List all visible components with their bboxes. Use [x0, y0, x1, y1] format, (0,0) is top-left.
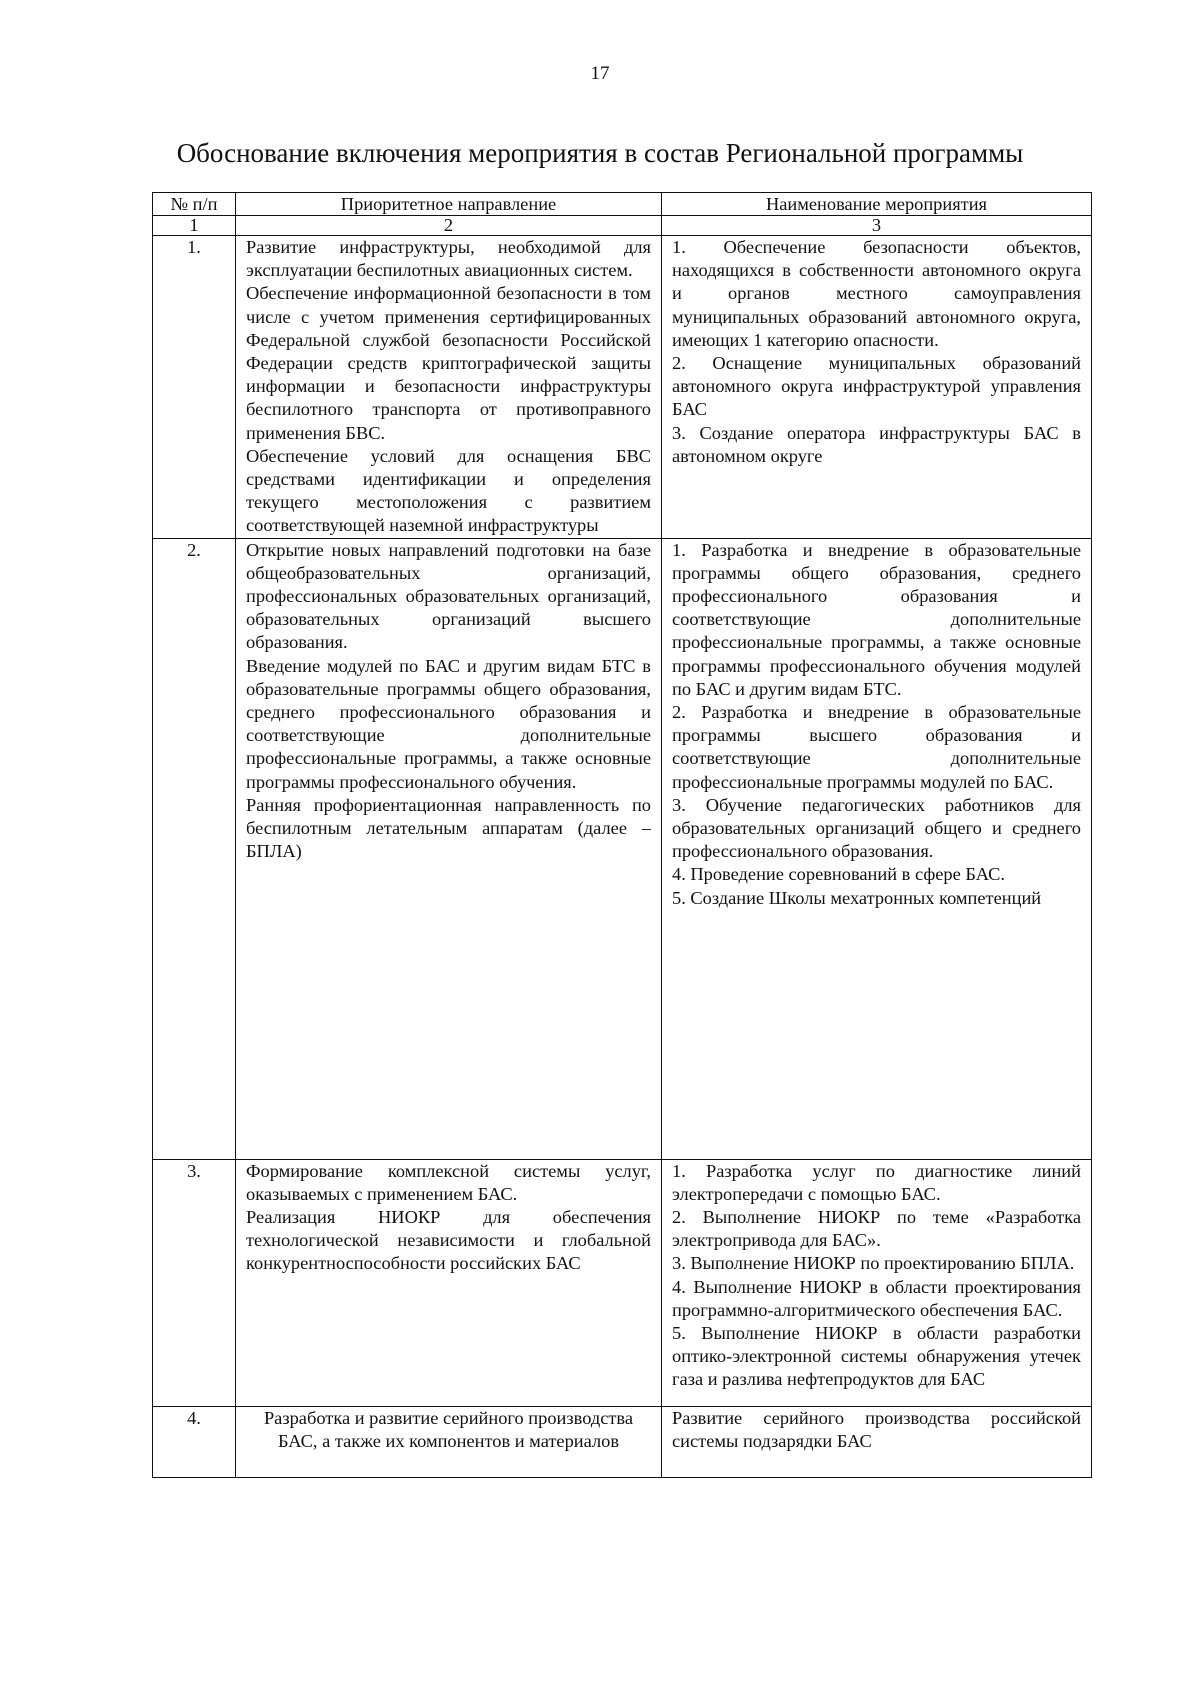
priority-direction-cell — [236, 236, 662, 539]
column-number-2: 2 — [236, 216, 662, 236]
activity-item: 2. Выполнение НИОКР по теме «Разработка электропривода для БАС». — [672, 1207, 1081, 1251]
header-priority-direction: Приоритетное направление — [236, 193, 662, 216]
activity-item: 1. Разработка услуг по диагностике линий электропередачи с помощью БАС. — [672, 1160, 1081, 1204]
column-number-row — [153, 216, 1092, 236]
page-number: 17 — [590, 63, 610, 84]
priority-direction-cell — [236, 538, 662, 1159]
direction-paragraph: Формирование комплексной системы услуг, оказываемых с применением БАС. — [246, 1160, 651, 1204]
activity-item: 5. Выполнение НИОКР в области разработки оптико-электронной системы обнаружения утечек газа и разлива нефтепродуктов для БАС — [672, 1323, 1081, 1390]
activity-item: 3. Выполнение НИОКР по проектированию БПЛА. — [672, 1253, 1075, 1274]
activity-cell — [662, 1159, 1092, 1406]
column-number-1: 1 — [153, 216, 236, 236]
table-row — [153, 236, 1092, 539]
row-number: 4. — [153, 1406, 236, 1477]
activity-item: 2. Разработка и внедрение в образовательные программы высшего образования и соответствующие дополнительные профессиональные программы модулей по БАС. — [672, 702, 1081, 792]
direction-paragraph: Развитие инфраструктуры, необходимой для эксплуатации беспилотных авиационных систем. — [246, 237, 651, 281]
direction-paragraph: Реализация НИОКР для обеспечения технологической независимости и глобальной конкурентноспособности российских БАС — [246, 1207, 651, 1274]
activity-cell — [662, 1406, 1092, 1477]
direction-paragraph: Обеспечение информационной безопасности в том числе с учетом применения сертифицированных Федеральной службой безопасности Российской Федерации средств криптографической защиты информации и безопасности инфраструктуры беспилотного транспорта от противоправного применения БВС. — [246, 283, 651, 443]
activity-item: 3. Обучение педагогических работников для образовательных организаций общего и среднего профессионального образования. — [672, 794, 1081, 862]
table-header-row — [153, 193, 1092, 216]
direction-paragraph: Обеспечение условий для оснащения БВС средствами идентификации и определения текущего местоположения с развитием соответствующей наземной инфраструктуры — [246, 445, 651, 536]
priority-direction-cell — [236, 1406, 662, 1477]
header-activity-name: Наименование мероприятия — [662, 193, 1092, 216]
activity-item: 1. Разработка и внедрение в образовательные программы общего образования, среднего профессионального образования и соответствующие дополнительные профессиональные программы, а также основные программы профессионального обучения модулей по БАС и другим видам БТС. — [672, 539, 1081, 699]
column-number-3: 3 — [662, 216, 1092, 236]
activity-item: 4. Проведение соревнований в сфере БАС. — [672, 864, 1005, 885]
priority-direction-cell — [236, 1159, 662, 1406]
row-number: 2. — [153, 538, 236, 1159]
activity-item: 2. Оснащение муниципальных образований автономного округа инфраструктурой управления БАС — [672, 353, 1081, 420]
activity-cell — [662, 538, 1092, 1159]
program-justification-table — [152, 192, 1092, 1478]
table-row — [153, 1406, 1092, 1477]
activity-item: 1. Обеспечение безопасности объектов, находящихся в собственности автономного округа и органов местного самоуправления муниципальных образований автономного округа, имеющих 1 категорию опасности. — [672, 237, 1081, 350]
activity-item: 3. Создание оператора инфраструктуры БАС в автономном округе — [672, 422, 1081, 466]
header-number: № п/п — [153, 193, 236, 216]
direction-paragraph: Разработка и развитие серийного производства БАС, а также их компонентов и материалов — [263, 1407, 634, 1451]
direction-paragraph: Ранняя профориентационная направленность по беспилотным летательным аппаратам (далее – БПЛА) — [246, 794, 651, 862]
row-number: 3. — [153, 1159, 236, 1406]
activity-item: 5. Создание Школы мехатронных компетенций — [672, 887, 1042, 908]
activity-item: 4. Выполнение НИОКР в области проектирования программно-алгоритмического обеспечения БАС. — [672, 1276, 1081, 1320]
activity-cell — [662, 236, 1092, 539]
direction-paragraph: Введение модулей по БАС и другим видам БТС в образовательные программы общего образования, среднего профессионального образования и соответствующие дополнительные профессиональные программы, а также основные программы профессионального обучения. — [246, 655, 651, 792]
table-row — [153, 1159, 1092, 1406]
activity-item: Развитие серийного производства российской системы подзарядки БАС — [672, 1407, 1081, 1451]
document-title: Обоснование включения мероприятия в состав Региональной программы — [176, 138, 1024, 168]
direction-paragraph: Открытие новых направлений подготовки на базе общеобразовательных организаций, профессиональных образовательных организаций, образовательных организаций высшего образования. — [246, 539, 651, 653]
row-number: 1. — [153, 236, 236, 539]
table-row — [153, 538, 1092, 1159]
